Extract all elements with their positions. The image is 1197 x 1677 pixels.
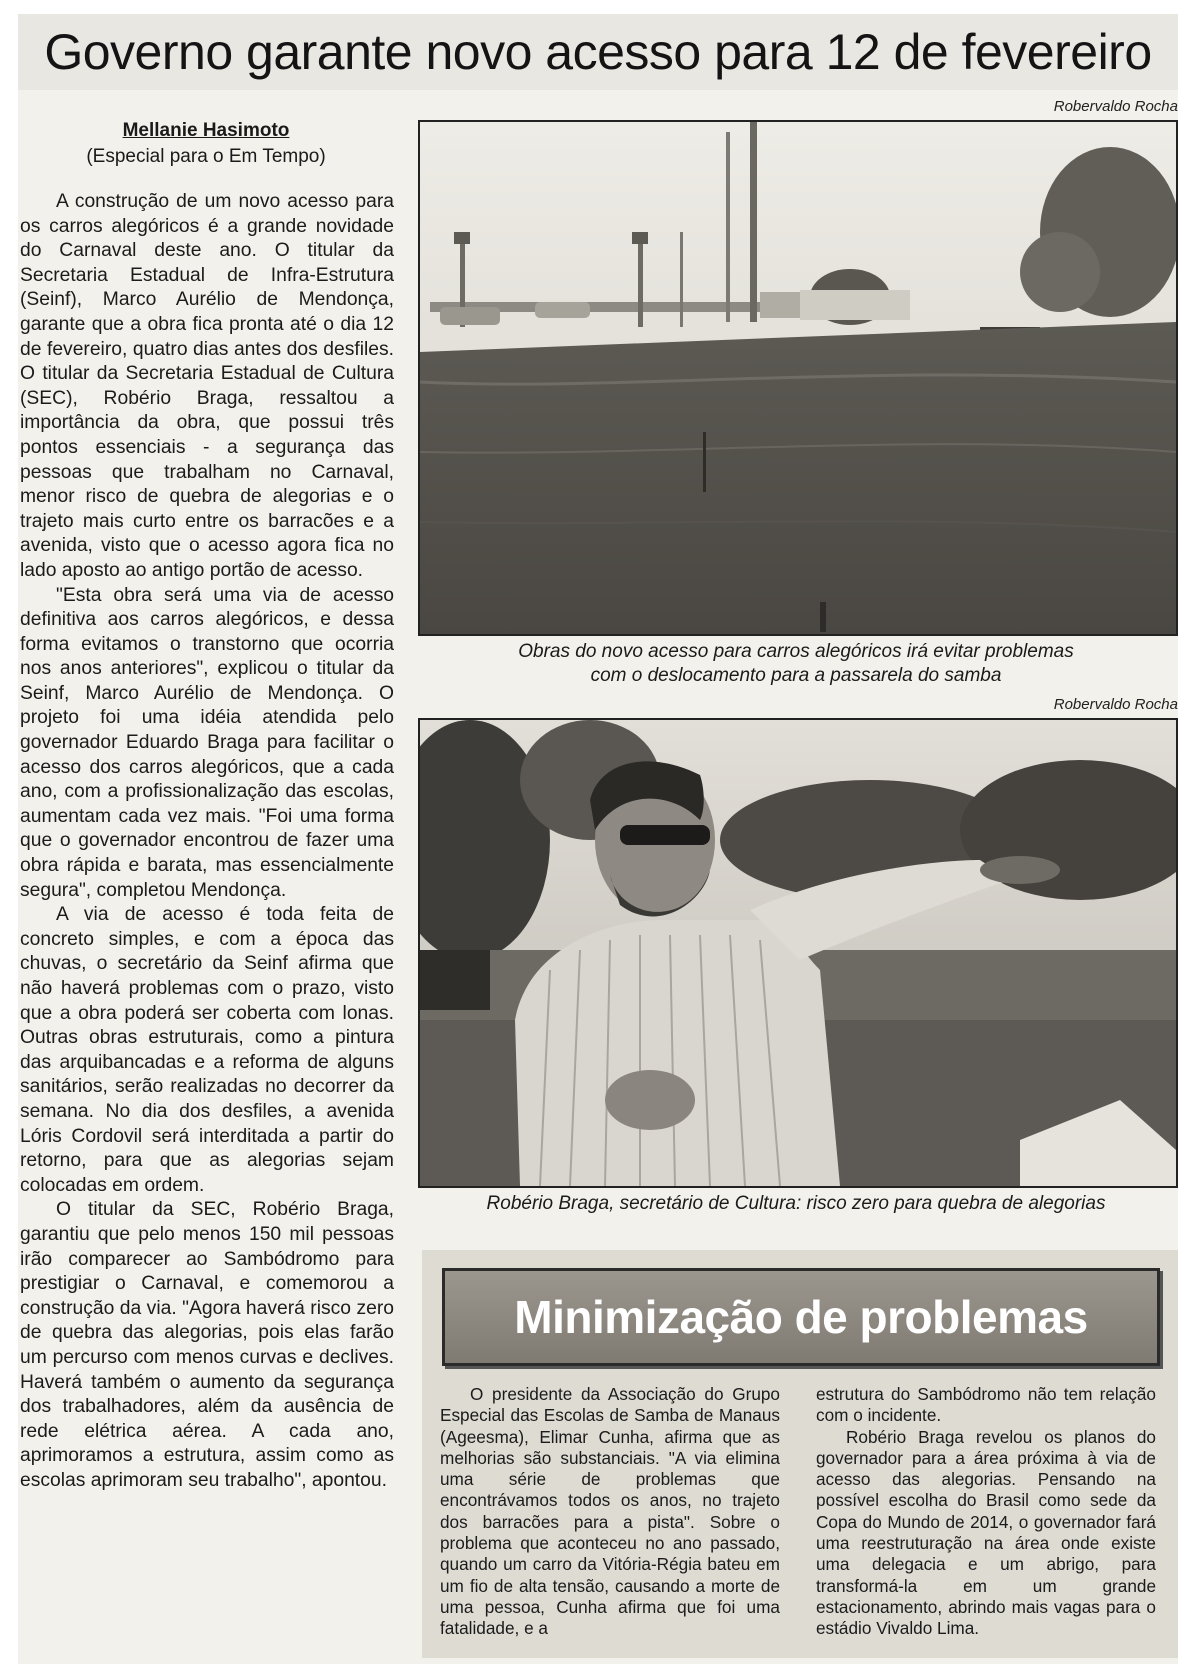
article-body (20, 190, 394, 1655)
article-paragraph: A via de acesso é toda feita de concreto simples, e com a época das chuvas, o secretário da Seinf afirma que não haverá problemas com o prazo, visto que a obra poderá ser coberta com lonas. Outras obras estruturais, como a pintura das arquibancadas e a reforma de alguns sanitários, serão realizadas no decorrer da semana. No dia dos desfiles, a avenida Lóris Cordovil será interditada a partir do retorno, para que as alegorias sejam colocadas em ordem. (20, 904, 394, 1196)
sidebar-paragraph: O presidente da Associação do Grupo Especial das Escolas de Samba de Manaus (Ageesma), Elimar Cunha, afirma que as melhorias são substanciais. "A via elimina uma série de problemas que encontrávamos todos os anos, no trajeto dos barracões para a pista". Sobre o problema que aconteceu no ano passado, quando um carro da Vitória-Régia bateu em um fio de alta tensão, causando a morte de uma pessoa, Cunha afirma que foi uma fatalidade, e a (440, 1384, 780, 1639)
caption-line: com o deslocamento para a passarela do samba (590, 665, 1002, 686)
sidebar-paragraph: Robério Braga revelou os planos do governador para a área próxima à via de acesso das alegorias. Pensando na possível escolha do Brasil como sede da Copa do Mundo de 2014, o governador fará uma reestruturação na área onde existe uma delegacia e um abrigo, para transformá-la em um grande estacionamento, abrindo mais vagas para o estádio Vivaldo Lima. (816, 1426, 1156, 1639)
article-paragraph: O titular da SEC, Robério Braga, garantiu que pelo menos 150 mil pessoas irão comparecer ao Sambódromo para prestigiar o Carnaval, e comemorou a construção da via. "Agora haverá risco zero de quebra das alegorias, pois elas farão um percurso com menos curvas e declives. Haverá também o aumento da segurança dos trabalhadores, além da ausência de rede elétrica aérea. A cada ano, aprimoramos a estrutura, assim como as escolas aprimoram seu trabalho", apontou. (20, 1199, 394, 1491)
article-paragraph: A construção de um novo acesso para os carros alegóricos é a grande novidade do Carnaval deste ano. O titular da Secretaria Estadual de Infra-Estrutura (Seinf), Marco Aurélio de Mendonça, garante que a obra fica pronta até o dia 12 de fevereiro, quatro dias antes dos desfiles. O titular da Secretaria Estadual de Cultura (SEC), Robério Braga, ressaltou a importância da obra, que possui três pontos essenciais - a segurança das pessoas que trabalham no Carnaval, menor risco de quebra de alegorias e o trajeto mais curto entre os barracões e a avenida, visto que o acesso agora fica no lado aposto ao antigo portão de acesso. (20, 191, 394, 581)
sidebar-column-left (440, 1384, 780, 1654)
sidebar-column-right (816, 1384, 1156, 1654)
secretary-portrait-photo (418, 718, 1178, 1188)
author-name: Mellanie Hasimoto (122, 120, 290, 141)
author-affiliation: (Especial para o Em Tempo) (86, 146, 326, 167)
byline (18, 118, 394, 170)
sidebar-title: Minimização de problemas (442, 1268, 1160, 1366)
photo-caption: Robério Braga, secretário de Cultura: risco zero para quebra de alegorias (486, 1193, 1106, 1214)
headline: Governo garante novo acesso para 12 de fevereiro (18, 14, 1178, 90)
caption-line: Obras do novo acesso para carros alegóricos irá evitar problemas (518, 641, 1074, 662)
photo-credit: Robervaldo Rocha (1053, 98, 1178, 115)
photo-caption (418, 640, 1174, 688)
sidebar-paragraph: estrutura do Sambódromo não tem relação com o incidente. (816, 1384, 1156, 1426)
article-paragraph: "Esta obra será uma via de acesso definitiva aos carros alegóricos, e dessa forma evitamos o transtorno que ocorria nos anos anteriores", explicou o titular da Seinf, Marco Aurélio de Mendonça. O projeto foi uma idéia atendida pelo governador Eduardo Braga para facilitar o acesso dos carros alegóricos, que a cada ano, com a profissionalização das escolas, aumentam cada vez mais. "Foi uma forma que o governador encontrou de fazer uma obra rápida e barata, mas essencialmente segura", completou Mendonça. (20, 584, 394, 901)
secretary-portrait-image (420, 720, 1176, 1186)
construction-site-image (420, 122, 1176, 634)
construction-site-photo (418, 120, 1178, 636)
photo-credit: Robervaldo Rocha (1053, 696, 1178, 713)
